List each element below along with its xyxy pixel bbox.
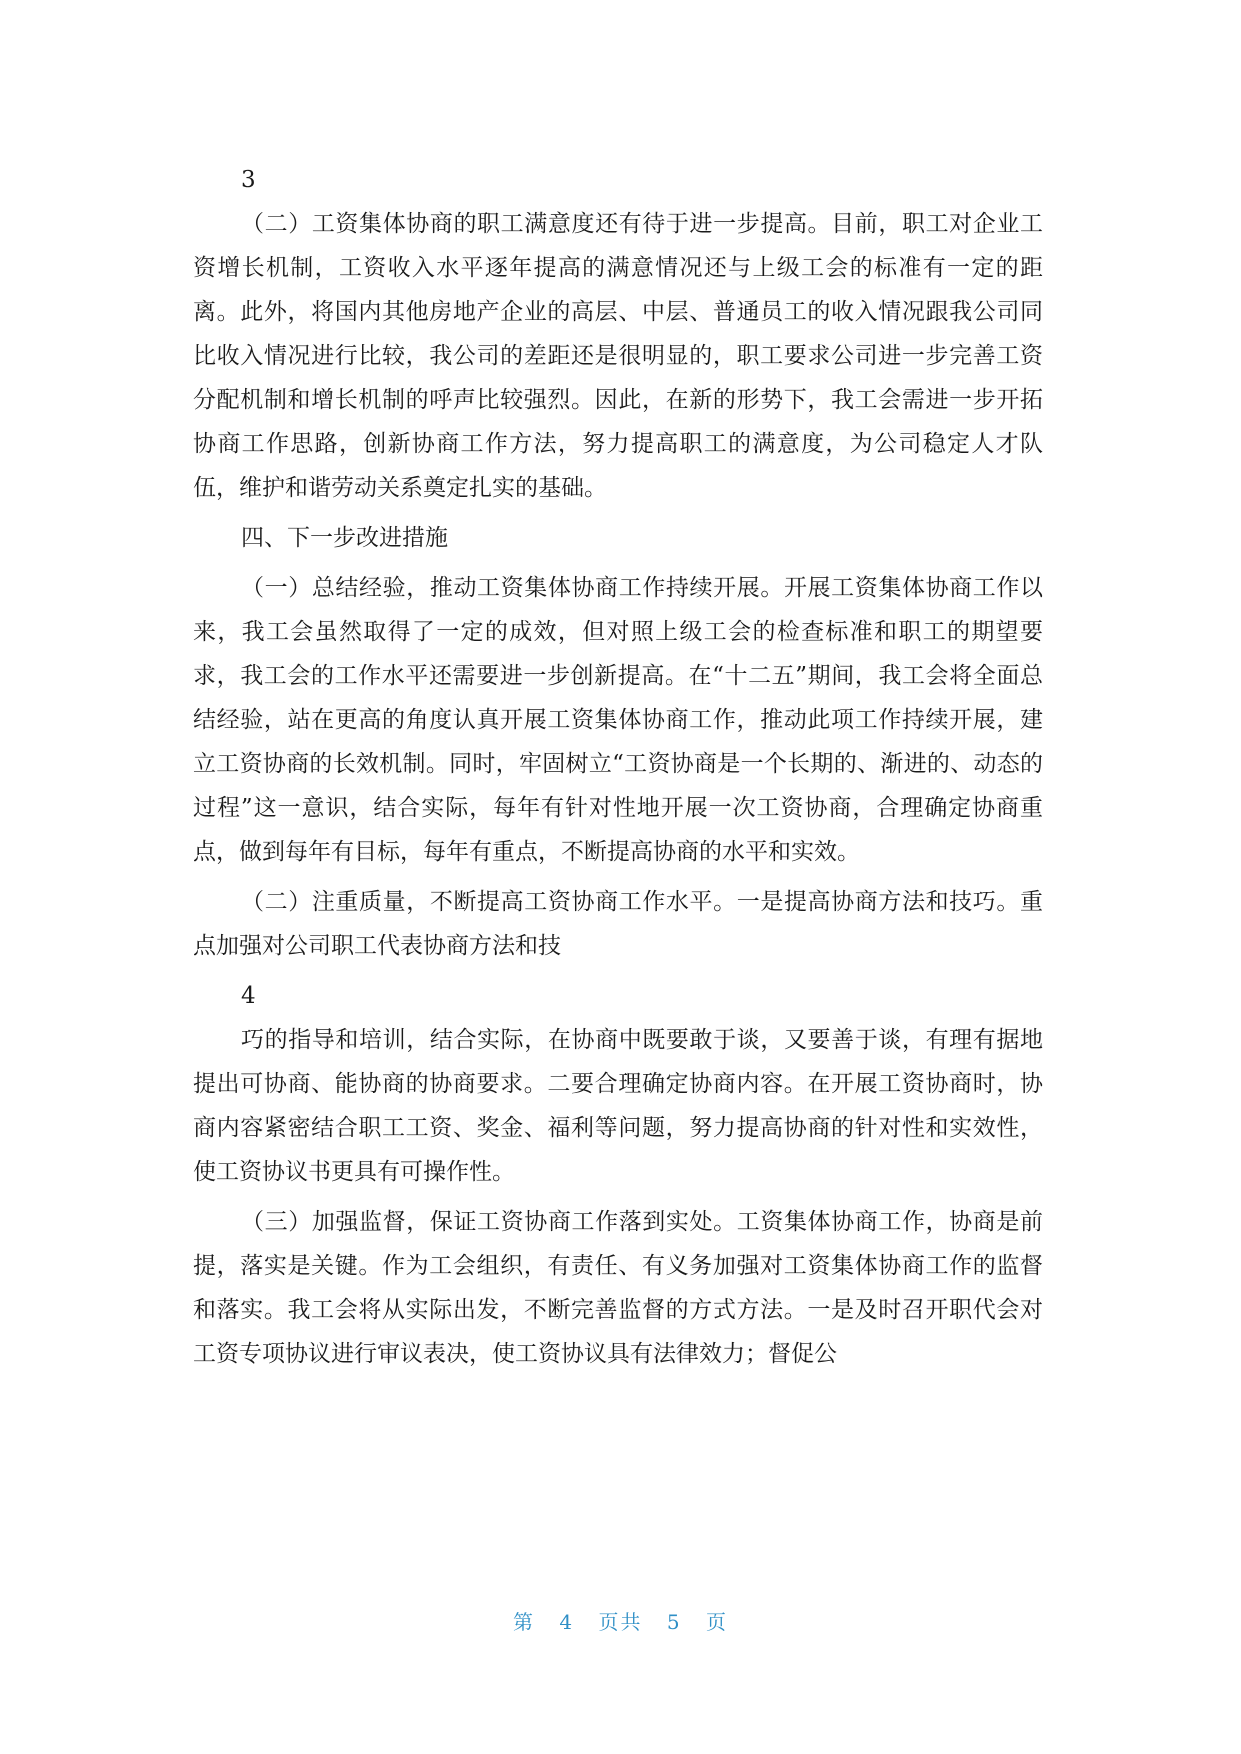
footer-suffix: 页: [705, 1610, 728, 1634]
paragraph: （三）加强监督，保证工资协商工作落到实处。工资集体协商工作，协商是前提，落实是关键。作为工会组织，有责任、有义务加强对工资集体协商工作的监督和落实。我工会将从实际出发，不断完善监督的方式方法。一是及时召开职代会对工资专项协议进行审议表决，使工资协议具有法律效力；督促公: [193, 1209, 1043, 1367]
paragraph: （二）注重质量，不断提高工资协商工作水平。一是提高协商方法和技巧。重点加强对公司职工代表协商方法和技: [193, 889, 1043, 959]
section-heading: 四、下一步改进措施: [241, 525, 448, 551]
paragraph: （一）总结经验，推动工资集体协商工作持续开展。开展工资集体协商工作以来，我工会虽然取得了一定的成效，但对照上级工会的检查标准和职工的期望要求，我工会的工作水平还需要进一步创新提高。在“十二五”期间，我工会将全面总结经验，站在更高的角度认真开展工资集体协商工作，推动此项工作持续开展，建立工资协商的长效机制。同时，牢固树立“工资协商是一个长期的、渐进的、动态的过程”这一意识，结合实际，每年有针对性地开展一次工资协商，合理确定协商重点，做到每年有目标，每年有重点，不断提高协商的水平和实效。: [193, 575, 1043, 865]
page-footer: [0, 1606, 1241, 1635]
paragraph: 巧的指导和培训，结合实际，在协商中既要敢于谈，又要善于谈，有理有据地提出可协商、能协商的协商要求。二要合理确定协商内容。在开展工资协商时，协商内容紧密结合职工工资、奖金、福利等问题，努力提高协商的针对性和实效性，使工资协议书更具有可操作性。: [193, 1027, 1043, 1185]
footer-current-page: 4: [559, 1610, 575, 1634]
paragraph: （二）工资集体协商的职工满意度还有待于进一步提高。目前，职工对企业工资增长机制，工资收入水平逐年提高的满意情况还与上级工会的标准有一定的距离。此外，将国内其他房地产企业的高层、中层、普通员工的收入情况跟我公司同比收入情况进行比较，我公司的差距还是很明显的，职工要求公司进一步完善工资分配机制和增长机制的呼声比较强烈。因此，在新的形势下，我工会需进一步开拓协商工作思路，创新协商工作方法，努力提高职工的满意度，为公司稳定人才队伍，维护和谐劳动关系奠定扎实的基础。: [193, 211, 1043, 501]
page-marker: 3: [241, 167, 256, 193]
page-marker: 4: [241, 983, 256, 1009]
footer-total-pages: 5: [666, 1610, 682, 1634]
footer-middle: 页共: [598, 1610, 643, 1634]
footer-prefix: 第: [513, 1610, 536, 1634]
document-body: [193, 158, 1043, 1376]
